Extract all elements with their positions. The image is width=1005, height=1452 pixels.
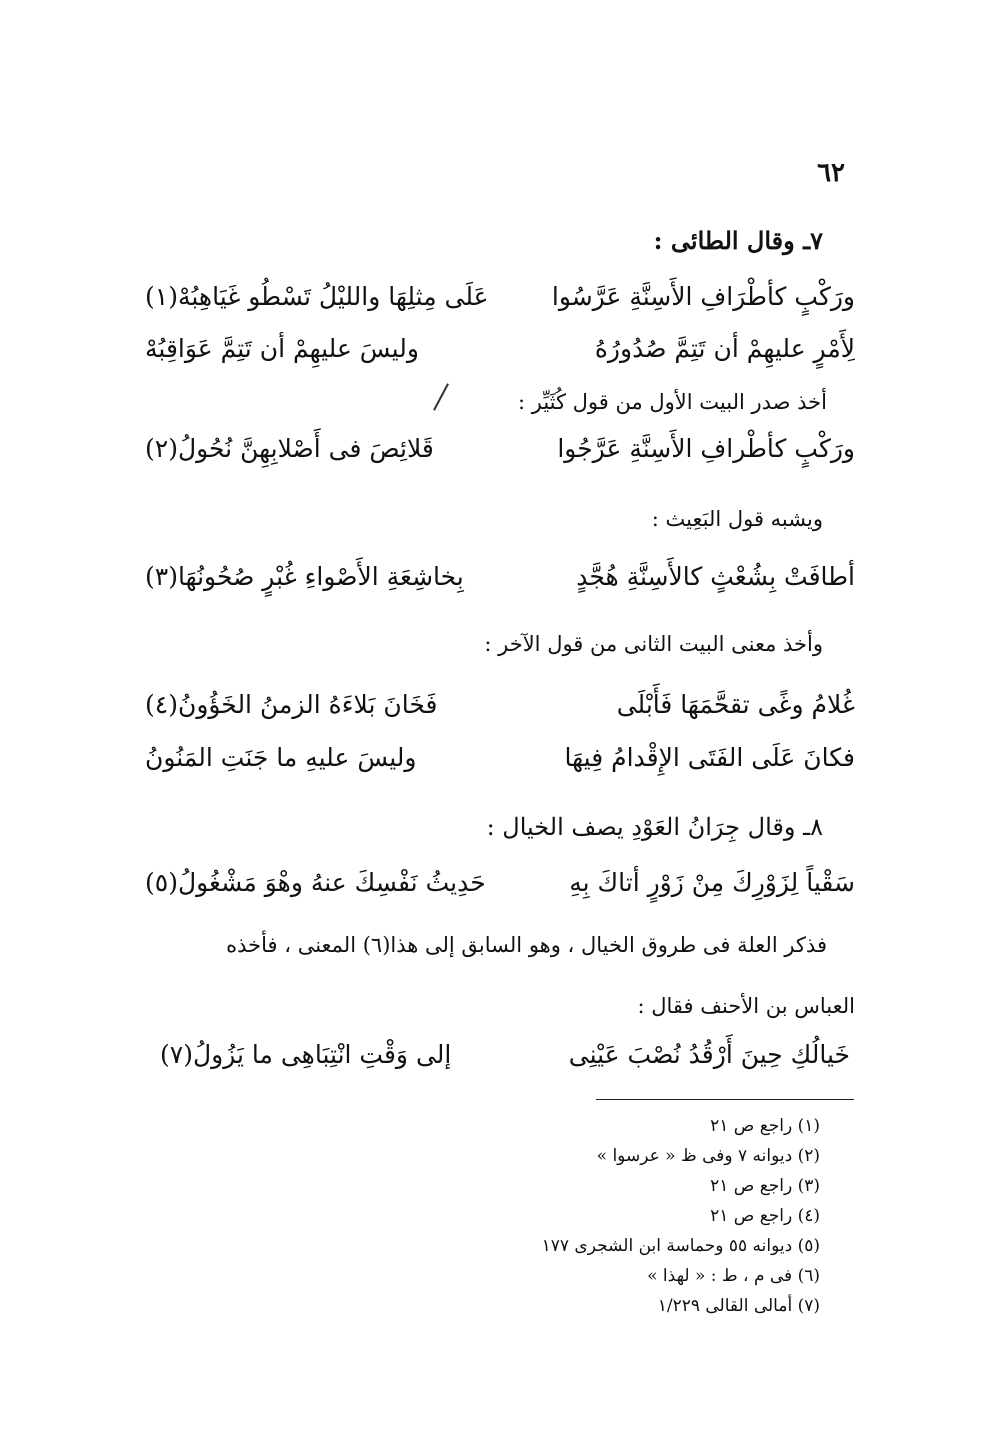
verse-first-hemistich: ورَكْبٍ كأطْرَافِ الأَسِنَّةِ عَرَّسُوا: [551, 282, 855, 311]
section-heading: ٧ـ وقال الطائى :: [653, 226, 823, 255]
verse-second-hemistich: إلى وَقْتِ انْتِبَاهِى ما يَزُولُ(٧): [160, 1040, 452, 1069]
verse-line: [145, 743, 855, 783]
verse-line: [145, 562, 855, 602]
footnote: (٢) ديوانه ٧ وفى ظ « عرسوا »: [596, 1146, 820, 1166]
footnote: (٧) أمالى القالى ١/٢٢٩: [657, 1296, 820, 1316]
verse-second-hemistich: وليسَ عليهِ ما جَنَتِ المَنُونُ: [145, 743, 417, 772]
verse-line: [145, 282, 855, 322]
verse-line: [145, 334, 855, 374]
verse-first-hemistich: غُلامُ وغًى تقحَّمَهَا فَأَبْلَى: [616, 690, 855, 719]
verse-second-hemistich: عَلَى مِثلِهَا والليْلُ تَسْطُو غَيَاهِبُهْ(١): [145, 282, 489, 311]
prose-line: ويشبه قول البَعِيث :: [651, 507, 823, 531]
footnote: (٤) راجع ص ٢١: [710, 1206, 820, 1226]
verse-second-hemistich: بِخاشِعَةِ الأَصْواءِ غُبْرٍ صُحُونُهَا(٣): [145, 562, 464, 591]
verse-second-hemistich: فَخَانَ بَلاءَهُ الزمنُ الخَؤُونُ(٤): [145, 690, 438, 719]
footnote: (٥) ديوانه ٥٥ وحماسة ابن الشجرى ١٧٧: [541, 1236, 820, 1256]
prose-line: أخذ صدر البيت الأول من قول كُثَيِّر :: [517, 390, 827, 414]
prose-line: العباس بن الأحنف فقال :: [637, 994, 855, 1018]
footnote: (٦) فى م ، ط : « لهذا »: [647, 1266, 820, 1286]
verse-second-hemistich: حَدِيثُ نَفْسِكَ عنهُ وهْوَ مَشْغُولُ(٥): [145, 868, 486, 897]
verse-first-hemistich: أطافَتْ بِشُعْثٍ كالأَسِنَّةِ هُجَّدٍ: [576, 562, 855, 591]
prose-line: فذكر العلة فى طروق الخيال ، وهو السابق إلى هذا(٦) المعنى ، فأخذه: [226, 933, 827, 957]
verse-first-hemistich: سَقْياً لِزَوْرِكَ مِنْ زَوْرٍ أتاكَ بِهِ: [569, 868, 855, 897]
footnote: (٣) راجع ص ٢١: [710, 1176, 820, 1196]
verse-line: [145, 434, 855, 474]
page-number: ٦٢: [817, 158, 845, 188]
verse-line: [145, 690, 855, 730]
verse-second-hemistich: وليسَ عليهِمْ أن تَتِمَّ عَوَاقِبُهْ: [145, 334, 419, 363]
verse-first-hemistich: لِأَمْرٍ عليهِمْ أن تَتِمَّ صُدُورُهُ: [594, 334, 855, 363]
prose-line: وأخذ معنى البيت الثانى من قول الآخر :: [484, 632, 823, 656]
verse-line: [145, 868, 855, 908]
footnote: (١) راجع ص ٢١: [710, 1116, 820, 1136]
verse-line: [160, 1040, 850, 1080]
verse-first-hemistich: خَيالُكِ حِينَ أَرْقُدُ نُصْبَ عَيْنِى: [568, 1040, 850, 1069]
section-heading: ٨ـ وقال جِرَانُ العَوْدِ يصف الخيال :: [486, 813, 823, 841]
footnote-divider: [596, 1099, 854, 1100]
verse-first-hemistich: ورَكْبٍ كأطْرافِ الأَسِنَّةِ عَرَّجُوا: [557, 434, 855, 463]
verse-first-hemistich: فكانَ عَلَى الفَتَى الإِقْدامُ فِيهَا: [564, 743, 855, 772]
verse-second-hemistich: قَلائِصَ فى أَصْلابِهِنَّ نُحُولُ(٢): [145, 434, 434, 463]
